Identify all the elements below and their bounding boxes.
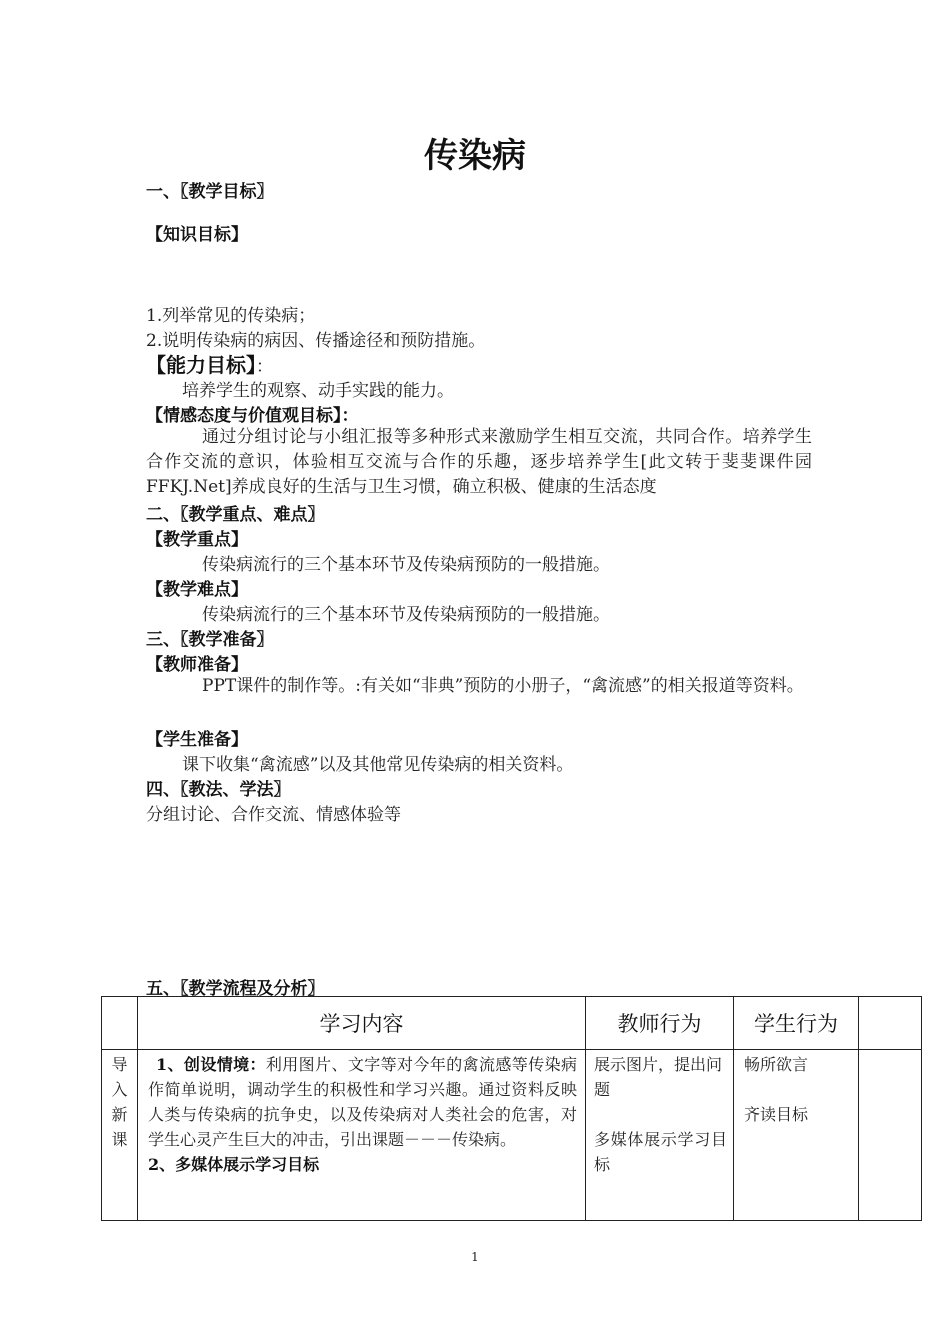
teacher-action-1: 展示图片，提出问题 (594, 1055, 723, 1099)
header-student: 学生行为 (734, 997, 859, 1050)
section-3-heading: 三、〖教学准备〗 (146, 630, 274, 650)
key-point-text: 传染病流行的三个基本环节及传染病预防的一般措施。 (202, 555, 610, 575)
section-5-heading: 五、〖教学流程及分析〗 (146, 979, 325, 999)
stage-char: 导 (111, 1055, 128, 1074)
page-title: 传染病 (424, 136, 526, 176)
teacher-prep-heading: 【教师准备】 (146, 655, 248, 675)
student-prep-heading: 【学生准备】 (146, 730, 248, 750)
header-blank-cell (102, 997, 138, 1050)
ability-goal-label: 【能力目标】 (146, 353, 256, 377)
stage-char: 课 (111, 1130, 128, 1149)
teacher-cell (586, 1050, 734, 1221)
content-cell (138, 1050, 586, 1221)
difficulty-heading: 【教学难点】 (146, 580, 248, 600)
page-number: 1 (471, 1250, 479, 1264)
student-cell (734, 1050, 859, 1221)
stage-char: 入 (111, 1080, 128, 1099)
student-prep-text: 课下收集“禽流感”以及其他常见传染病的相关资料。 (182, 755, 574, 775)
emotion-goal-heading: 【情感态度与价值观目标】： (146, 406, 359, 426)
stage-cell (102, 1050, 138, 1221)
key-point-heading: 【教学重点】 (146, 530, 248, 550)
student-action-1: 畅所欲言 (744, 1055, 809, 1074)
content-step-1-label: 1、创设情境： (156, 1055, 266, 1074)
section-4-heading: 四、〖教法、学法〗 (146, 780, 291, 800)
knowledge-goal-heading: 【知识目标】 (146, 225, 248, 245)
knowledge-item-2: 2.说明传染病的病因、传播途径和预防措施。 (146, 331, 486, 351)
section-1-heading: 一、〖教学目标〗 (146, 182, 274, 202)
emotion-goal-text: 通过分组讨论与小组汇报等多种形式来激励学生相互交流，共同合作。培养学生合作交流的意识，体验相互交流与合作的乐趣，逐步培养学生[此文转于斐斐课件园 FFKJ.Net]养成良好的生活与卫生习惯，确立积极、健康的生活态度 (146, 427, 829, 497)
table-header-row (102, 997, 922, 1050)
knowledge-item-1: 1.列举常见的传染病； (146, 306, 316, 326)
header-teacher: 教师行为 (586, 997, 734, 1050)
section-2-heading: 二、〖教学重点、难点〗 (146, 505, 325, 525)
stage-char: 新 (111, 1105, 128, 1124)
method-text: 分组讨论、合作交流、情感体验等 (146, 805, 401, 825)
table-row (102, 1050, 922, 1221)
header-content: 学习内容 (138, 997, 586, 1050)
teacher-prep-text: PPT课件的制作等。:有关如“非典”预防的小册子，“禽流感”的相关报道等资料。 (202, 676, 804, 696)
teacher-action-2: 多媒体展示学习目标 (594, 1130, 727, 1174)
content-step-2: 2、多媒体展示学习目标 (148, 1155, 320, 1174)
difficulty-text: 传染病流行的三个基本环节及传染病预防的一般措施。 (202, 605, 610, 625)
ability-goal-heading (146, 349, 273, 378)
content-paragraph (148, 1052, 577, 1152)
student-action-2: 齐读目标 (744, 1105, 809, 1124)
teaching-flow-table (101, 996, 922, 1221)
content-step-1-text: 利用图片、文字等对今年的禽流感等传染病作简单说明，调动学生的积极性和学习兴趣。通过资料反映人类与传染病的抗争史，以及传染病对人类社会的危害，对学生心灵产生巨大的冲击，引出课题－－－传染病。 (148, 1055, 577, 1149)
header-extra-cell (859, 997, 922, 1050)
ability-goal-colon: ： (256, 357, 273, 377)
ability-goal-text: 培养学生的观察、动手实践的能力。 (182, 381, 454, 401)
extra-cell (859, 1050, 922, 1221)
